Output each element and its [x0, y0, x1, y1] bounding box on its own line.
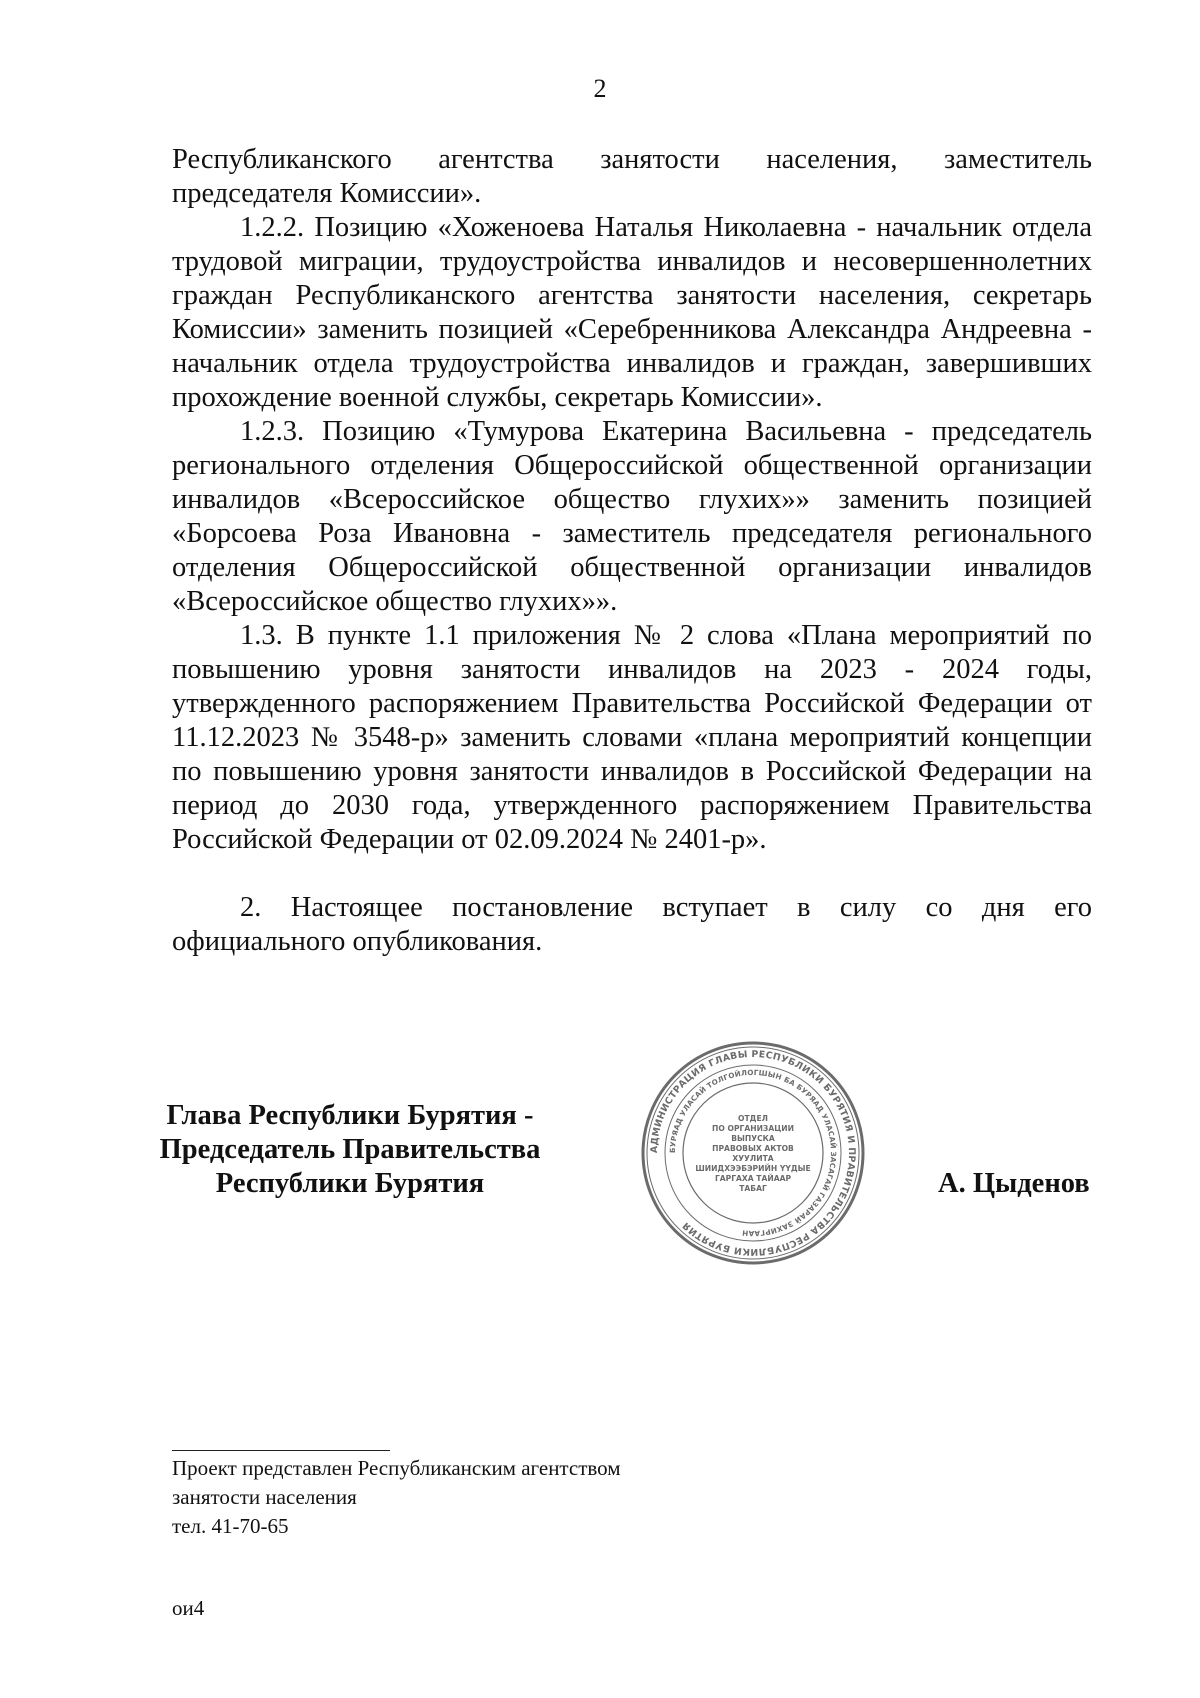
footnote-line: занятости населения: [172, 1485, 357, 1509]
body-paragraph: 1.2.2. Позицию «Хоженоева Наталья Николаевна - начальник отдела трудовой миграции, трудоустройства инвалидов и несовершеннолетних граждан Республиканского агентства занятости населения, секретарь Комиссии» заменить позицией «Серебренникова Александра Андреевна - начальник отдела трудоустройства инвалидов и граждан, завершивших прохождение военной службы, секретарь Комиссии».: [172, 212, 1092, 413]
signer-title: [150, 1099, 550, 1201]
stamp-center-line: ХУУЛИТА: [732, 1154, 774, 1163]
signer-name: А. Цыденов: [938, 1168, 1090, 1199]
official-stamp: [640, 1040, 866, 1266]
stamp-inner-ring: [683, 1083, 823, 1223]
footnote-divider: [172, 1450, 390, 1451]
stamp-text: [649, 1049, 857, 1257]
stamp-center-line: ШИИДХЭЭБЭРИЙН ҮҮДЫЕ: [695, 1164, 811, 1173]
stamp-center-line: ПО ОРГАНИЗАЦИИ: [712, 1124, 794, 1133]
stamp-center-line: ПРАВОВЫХ АКТОВ: [712, 1144, 794, 1153]
stamp-outer-path: АДМИНИСТРАЦИЯ ГЛАВЫ РЕСПУБЛИКИ БУРЯТИЯ И ПРАВИТЕЛЬСТВА РЕСПУБЛИКИ БУРЯТИЯ: [648, 1048, 858, 1258]
stamp-center-line: ВЫПУСКА: [731, 1134, 775, 1143]
stamp-center-line: ГАРГАХА ТАЙААР: [714, 1174, 792, 1183]
stamp-inner-path: БУРЯАД УЛАСАЙ ТОЛГОЙЛОГШЫН БА БУРЯАД УЛАСАЙ ЗАСАГАЙ ГАЗАРАЙ ЗАХИРГААН: [667, 1067, 839, 1239]
signer-title-line: Глава Республики Бурятия -: [166, 1100, 534, 1131]
document-body: [172, 143, 1092, 959]
body-paragraph: 2. Настоящее постановление вступает в силу со дня его официального опубликования.: [172, 892, 1092, 957]
footnote: [172, 1454, 621, 1541]
footnote-line: Проект представлен Республиканским агентством: [172, 1456, 621, 1480]
stamp-center-line: ТАБАГ: [739, 1184, 767, 1193]
stamp-center: [695, 1114, 810, 1193]
body-paragraph: Республиканского агентства занятости населения, заместитель председателя Комиссии».: [172, 144, 1092, 209]
signer-title-line: Республики Бурятия: [215, 1168, 485, 1199]
stamp-center-line: ОТДЕЛ: [738, 1114, 768, 1123]
body-paragraph: 1.3. В пункте 1.1 приложения № 2 слова «Плана мероприятий по повышению уровня занятости инвалидов на 2023 - 2024 годы, утвержденного распоряжением Правительства Российской Федерации от 11.12.2023 № 3548-р» заменить словами «плана мероприятий концепции по повышению уровня занятости инвалидов в Российской Федерации на период до 2030 года, утвержденного распоряжением Правительства Российской Федерации от 02.09.2024 № 2401-р».: [172, 620, 1092, 855]
signer-title-line: Председатель Правительства: [159, 1134, 541, 1165]
stamp-ring: [647, 1047, 859, 1259]
body-paragraph: 1.2.3. Позицию «Тумурова Екатерина Васильевна - председатель регионального отделения Общероссийской общественной организации инвалидов «Всероссийское общество глухих»» заменить позицией «Борсоева Роза Ивановна - заместитель председателя регионального отделения Общероссийской общественной организации инвалидов «Всероссийское общество глухих»».: [172, 416, 1092, 617]
document-code: ои4: [172, 1596, 205, 1620]
page-number: 2: [593, 74, 607, 103]
stamp-ring: [665, 1065, 841, 1241]
footnote-line: тел. 41-70-65: [172, 1514, 289, 1538]
